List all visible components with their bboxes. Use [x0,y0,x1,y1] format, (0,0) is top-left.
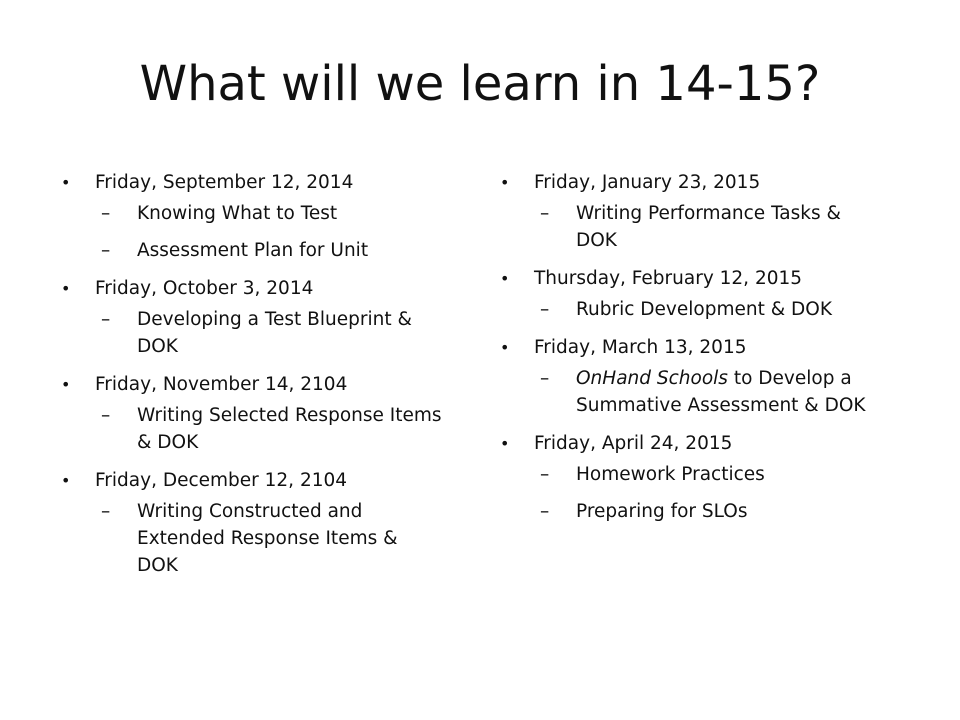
bullet-icon: • [500,434,510,453]
topic-text: Writing Constructed and Extended Response Items & DOK [137,501,398,576]
session-date: Friday, March 13, 2015 [534,337,747,358]
right-column [497,168,882,535]
dash-icon: – [101,501,111,522]
session-date: Friday, November 14, 2104 [95,374,348,395]
topic-list [95,402,443,456]
session-item [497,168,882,254]
topic-text: Rubric Development & DOK [576,299,832,320]
topic-emphasis: OnHand Schools [576,368,728,389]
session-item [58,466,443,579]
topic-text: Writing Selected Response Items & DOK [137,405,442,453]
dash-icon: – [540,203,550,224]
topic-item [95,200,443,227]
topic-item [534,200,882,254]
topic-text: Preparing for SLOs [576,501,748,522]
topic-item [534,296,882,323]
topic-text: Assessment Plan for Unit [137,240,369,261]
session-date: Thursday, February 12, 2015 [534,268,803,289]
bullet-icon: • [61,279,71,298]
topic-item [534,498,882,525]
bullet-icon: • [61,375,71,394]
topic-text: Developing a Test Blueprint & DOK [137,309,412,357]
topic-list [534,365,882,419]
session-item [58,274,443,360]
bullet-icon: • [500,338,510,357]
session-item [58,168,443,264]
bullet-icon: • [500,269,510,288]
bullet-icon: • [61,173,71,192]
dash-icon: – [101,405,111,426]
session-date: Friday, January 23, 2015 [534,172,761,193]
dash-icon: – [101,309,111,330]
topic-text: Homework Practices [576,464,765,485]
topic-list [534,461,882,525]
topic-list [95,498,443,579]
topic-item [95,402,443,456]
session-item [497,333,882,419]
topic-item [95,498,443,579]
topic-list [95,306,443,360]
left-column [58,168,443,589]
topic-text: Writing Performance Tasks & DOK [576,203,841,251]
session-date: Friday, September 12, 2014 [95,172,354,193]
dash-icon: – [540,368,550,389]
topic-item [534,365,882,419]
session-item [497,264,882,323]
dash-icon: – [101,203,111,224]
topic-list [95,200,443,264]
session-date: Friday, April 24, 2015 [534,433,733,454]
topic-item [95,306,443,360]
bullet-icon: • [61,471,71,490]
dash-icon: – [540,464,550,485]
topic-item [95,237,443,264]
dash-icon: – [540,501,550,522]
session-date: Friday, October 3, 2014 [95,278,314,299]
session-item [58,370,443,456]
bullet-icon: • [500,173,510,192]
session-date: Friday, December 12, 2104 [95,470,348,491]
topic-text: to Develop a Summative Assessment & DOK [576,368,866,416]
topic-list [534,200,882,254]
slide-title: What will we learn in 14-15? [139,56,821,112]
topic-text: Knowing What to Test [137,203,338,224]
topic-item [534,461,882,488]
session-item [497,429,882,525]
dash-icon: – [101,240,111,261]
dash-icon: – [540,299,550,320]
topic-list [534,296,882,323]
